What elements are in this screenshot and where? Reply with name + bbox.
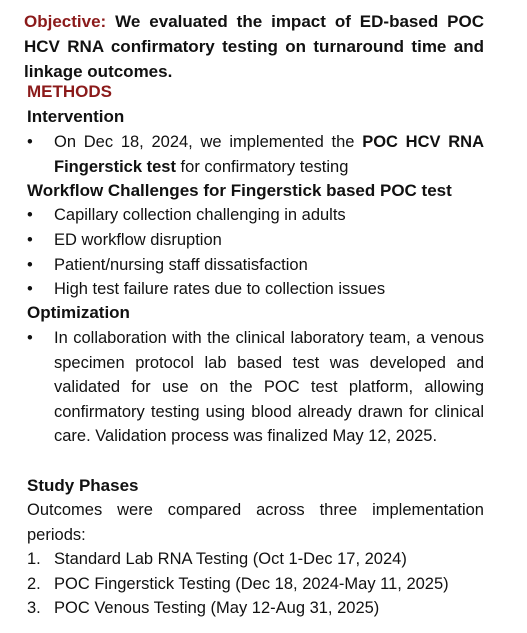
workflow-bullet-item [27, 253, 484, 278]
study-phase-item [27, 572, 484, 597]
study-phase-item [27, 596, 484, 621]
workflow-item-text: High test failure rates due to collection issues [54, 280, 386, 298]
intervention-text [54, 130, 484, 179]
study-phase-text: POC Venous Testing (May 12-Aug 31, 2025) [54, 599, 380, 617]
study-phases-intro: Outcomes were compared across three implementation periods: [27, 501, 484, 544]
objective-paragraph [24, 9, 484, 84]
workflow-item-text: Patient/nursing staff dissatisfaction [54, 256, 308, 274]
bullet-marker: • [27, 231, 33, 249]
intervention-text-start: On Dec 18, 2024, we implemented the [54, 133, 363, 151]
intervention-text-bold: POC HCV RNA Fingerstick test [54, 133, 484, 176]
workflow-item-text: ED workflow disruption [54, 231, 222, 249]
workflow-bullet-item [27, 203, 484, 228]
bullet-marker: • [27, 329, 33, 347]
intervention-heading: Intervention [27, 107, 125, 126]
bullet-marker: • [27, 280, 33, 298]
bullet-marker: • [27, 256, 33, 274]
study-phase-text: POC Fingerstick Testing (Dec 18, 2024-May 11, 2025) [54, 575, 449, 593]
bullet-marker: • [27, 133, 33, 151]
study-phase-text: Standard Lab RNA Testing (Oct 1-Dec 17, 2024) [54, 550, 407, 568]
study-phase-item [27, 547, 484, 572]
list-number: 3. [27, 599, 41, 617]
workflow-heading: Workflow Challenges for Fingerstick based POC test [27, 181, 452, 200]
optimization-bullet-item [27, 326, 484, 449]
intervention-bullet-item [27, 130, 484, 179]
optimization-text: In collaboration with the clinical laboratory team, a venous specimen protocol lab based test was developed and validated for use on the POC test platform, allowing confirmatory testing using blood already drawn for clinical care. Validation process was finalized May 12, 2025. [54, 329, 484, 445]
optimization-heading: Optimization [27, 303, 130, 322]
workflow-bullet-item [27, 277, 484, 302]
intervention-text-end: for confirmatory testing [175, 157, 349, 176]
objective-text: We evaluated the impact of ED-based POC HCV RNA confirmatory testing on turnaround time and linkage outcomes. [24, 12, 484, 81]
list-number: 1. [27, 550, 41, 568]
list-number: 2. [27, 575, 41, 593]
methods-title: METHODS [27, 82, 112, 101]
objective-label: Objective: [24, 12, 107, 31]
workflow-bullet-item [27, 228, 484, 253]
study-phases-heading: Study Phases [27, 476, 139, 495]
bullet-marker: • [27, 206, 33, 224]
workflow-item-text: Capillary collection challenging in adults [54, 206, 346, 224]
